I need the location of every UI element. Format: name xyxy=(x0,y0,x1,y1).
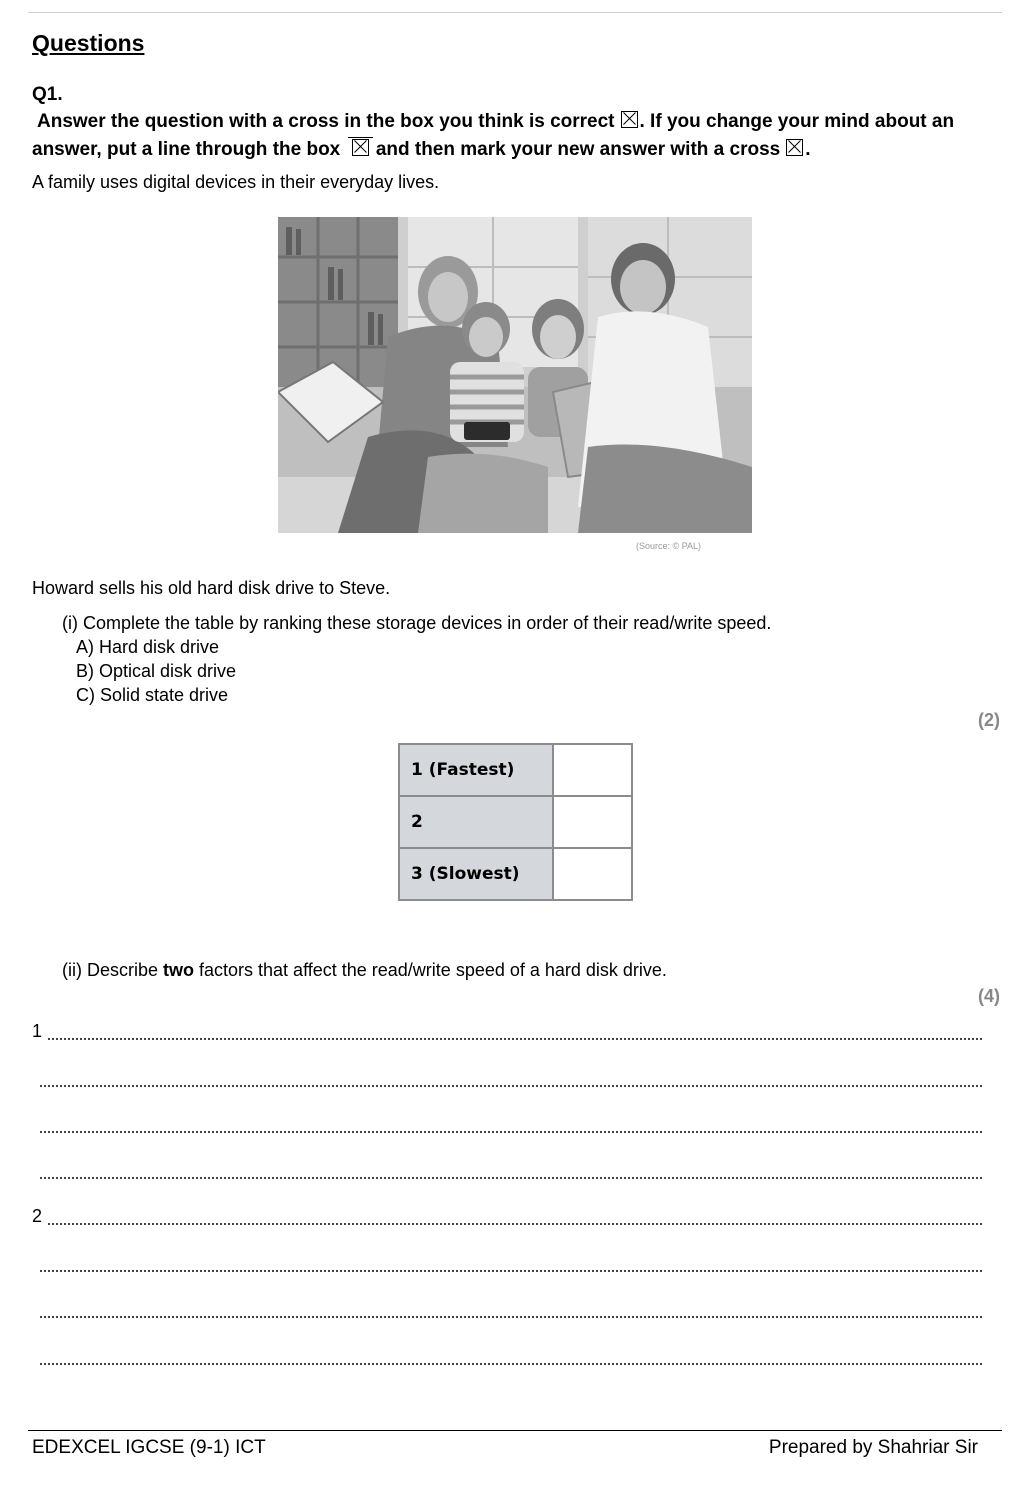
rank-label-middle: 2 xyxy=(399,796,553,848)
rank-answer-cell-2[interactable] xyxy=(553,796,632,848)
table-row xyxy=(399,744,632,796)
section-heading: Questions xyxy=(32,30,145,56)
question-intro: A family uses digital devices in their everyday lives. xyxy=(32,172,440,192)
answer-line-1d[interactable] xyxy=(40,1157,982,1179)
part-ii-prompt-start: (ii) Describe xyxy=(62,960,164,980)
instruction-text-1: Answer the question with a cross in the box you think is correct xyxy=(37,111,615,132)
option-a: A) Hard disk drive xyxy=(76,637,220,657)
part-ii-prompt-end: factors that affect the read/write speed of a hard disk drive. xyxy=(194,960,667,980)
answer-number-2: 2 xyxy=(32,1206,46,1227)
footer-rule xyxy=(28,1430,1002,1431)
part-i-prompt: (i) Complete the table by ranking these storage devices in order of their read/write speed. xyxy=(62,613,772,633)
crossed-box-icon xyxy=(621,111,638,128)
part-i-marks: (2) xyxy=(978,710,1000,730)
option-c: C) Solid state drive xyxy=(76,685,229,705)
instruction-text-end: . xyxy=(805,139,811,160)
answer-line-1c[interactable] xyxy=(40,1111,982,1133)
instruction-text-3: and then mark your new answer with a cross xyxy=(375,139,781,160)
part-ii-prompt xyxy=(62,960,667,981)
rank-label-fastest: 1 (Fastest) xyxy=(399,744,553,796)
struck-crossed-box-icon xyxy=(352,139,369,156)
part-ii-prompt-emphasis: two xyxy=(163,960,195,980)
answer-line-2a[interactable] xyxy=(32,1203,982,1226)
family-photo xyxy=(278,217,752,533)
rank-answer-cell-3[interactable] xyxy=(553,848,632,900)
table-row xyxy=(399,796,632,848)
rank-answer-cell-1[interactable] xyxy=(553,744,632,796)
instructions xyxy=(32,108,1007,164)
image-source-caption: (Source: © PAL) xyxy=(636,541,701,551)
header-rule xyxy=(28,12,1002,13)
answer-line-2b[interactable] xyxy=(40,1250,982,1272)
instruction-text-2: . If you change your mind about an answer, put a line through the box xyxy=(32,111,955,160)
family-photo-illustration xyxy=(278,217,752,533)
footer-author: Prepared by Shahriar Sir xyxy=(768,1437,978,1458)
table-row xyxy=(399,848,632,900)
answer-line-2d[interactable] xyxy=(40,1343,982,1365)
ranking-table xyxy=(398,743,633,901)
answer-line-2c[interactable] xyxy=(40,1296,982,1318)
answer-line-1b[interactable] xyxy=(40,1065,982,1087)
question-number: Q1. xyxy=(32,84,63,105)
footer-course: EDEXCEL IGCSE (9-1) ICT xyxy=(32,1437,266,1458)
answer-line-1a[interactable] xyxy=(32,1018,982,1041)
option-b: B) Optical disk drive xyxy=(76,661,237,681)
part-ii-marks: (4) xyxy=(978,986,1000,1006)
answer-number-1: 1 xyxy=(32,1021,46,1042)
rank-label-slowest: 3 (Slowest) xyxy=(399,848,553,900)
question-sentence: Howard sells his old hard disk drive to Steve. xyxy=(32,578,391,598)
crossed-box-icon-2 xyxy=(786,139,803,156)
